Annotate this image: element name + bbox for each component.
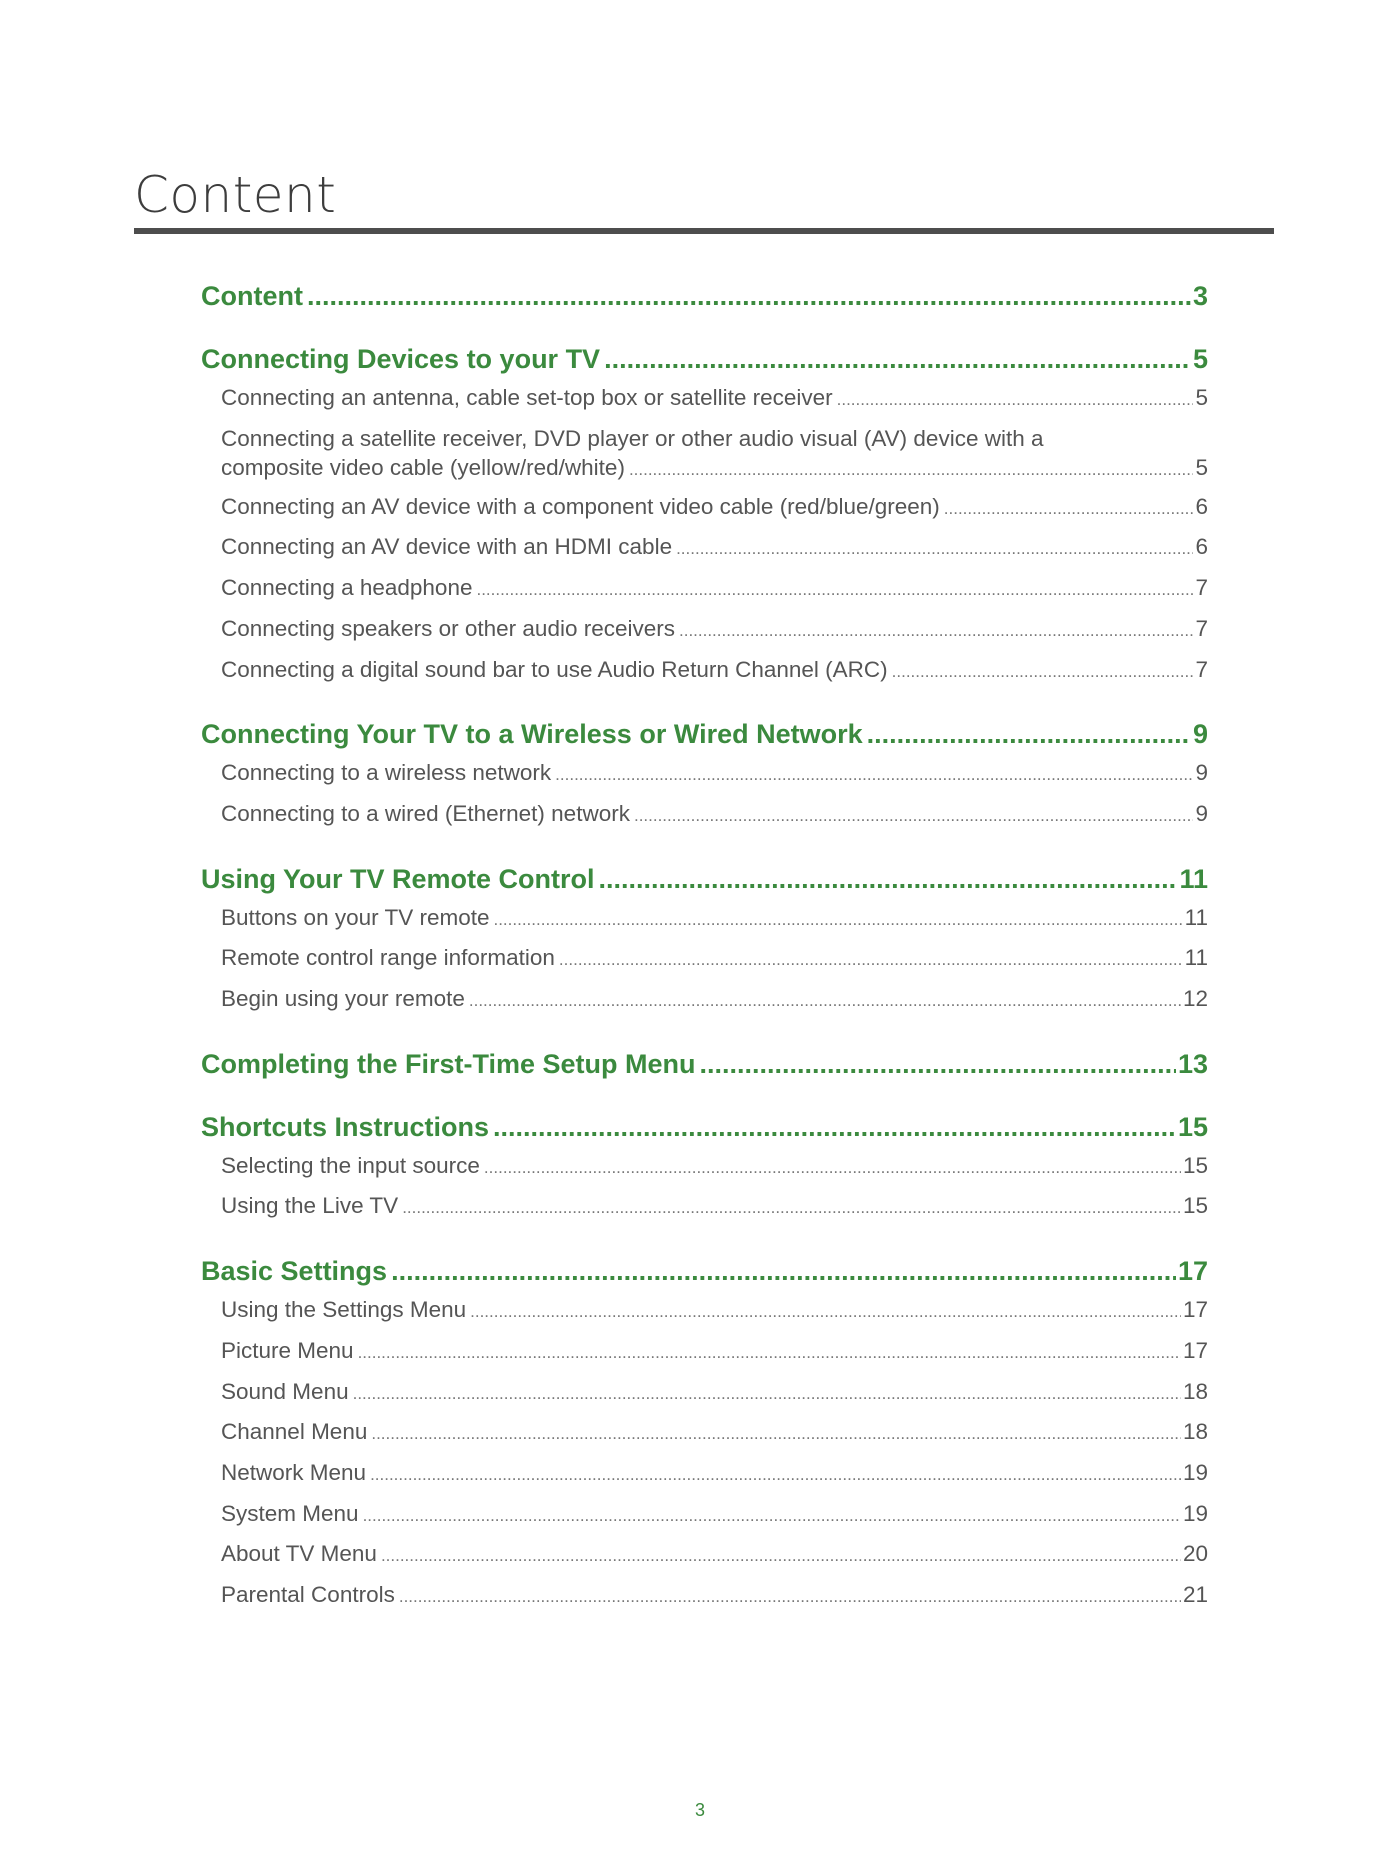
toc-heading-entry[interactable] [201,859,1208,899]
dot-leader [353,1375,1181,1414]
toc-subentry-title: Connecting speakers or other audio receivers [221,615,675,641]
toc-page-number: 15 [1182,1152,1208,1178]
dot-leader [307,276,1191,316]
toc-subentry-title: Connecting an antenna, cable set-top box or satellite receiver [221,385,833,410]
dot-leader [493,1107,1176,1147]
toc-section [201,1251,1208,1617]
dot-leader [363,1497,1181,1536]
toc-subentry[interactable] [201,1413,1208,1454]
dot-leader [370,1456,1181,1495]
dot-leader [629,455,1194,484]
toc-subentry[interactable] [201,899,1208,940]
toc-subentry[interactable] [201,610,1208,651]
dot-leader [402,1189,1181,1228]
toc-heading-title: Content [201,281,303,311]
dot-leader [837,381,1194,420]
toc-subentry-title: About TV Menu [221,1541,377,1567]
toc-heading-entry[interactable] [201,1251,1208,1291]
toc-subentry[interactable] [201,379,1208,420]
page-title: Content [134,166,337,224]
toc-subentry-title: Using the Settings Menu [221,1297,467,1323]
toc-subentry[interactable] [201,1291,1208,1332]
toc-subentry-title: Using the Live TV [221,1193,399,1219]
toc-subentry-title: Network Menu [221,1459,367,1485]
dot-leader [679,612,1193,651]
toc-page-number: 17 [1182,1297,1208,1323]
dot-leader [700,1044,1176,1084]
toc-subentry[interactable] [201,1373,1208,1414]
toc-subentry-title: Parental Controls [221,1582,395,1608]
toc-subentry[interactable] [201,651,1208,692]
toc-subentry-title: Connecting an AV device with a component video cable (red/blue/green) [221,493,940,519]
dot-leader [381,1537,1181,1576]
toc-section [201,1044,1208,1084]
toc-subentry-title: Picture Menu [221,1337,354,1363]
toc-page-number: 13 [1177,1048,1208,1079]
toc-subentry-title: Sound Menu [221,1378,349,1404]
table-of-contents [201,276,1208,1617]
toc-subentry[interactable] [201,1332,1208,1373]
toc-page-number: 17 [1177,1256,1208,1287]
toc-page-number: 20 [1182,1541,1208,1567]
toc-page-number: 9 [1192,719,1208,750]
toc-heading-entry[interactable] [201,1107,1208,1147]
dot-leader [476,571,1193,610]
toc-page-number: 11 [1184,945,1208,971]
toc-subentry-title: Buttons on your TV remote [221,904,490,930]
toc-subentry-title: Begin using your remote [221,986,465,1012]
toc-page-number: 9 [1195,800,1208,826]
toc-page-number: 18 [1182,1378,1208,1404]
toc-page-number: 7 [1195,615,1208,641]
title-rule [134,228,1274,234]
dot-leader [599,859,1178,899]
toc-subentry-title: Connecting a digital sound bar to use Audio Return Channel (ARC) [221,656,888,682]
toc-page-number: 5 [1195,385,1208,410]
dot-leader [391,1251,1176,1291]
toc-heading-title: Shortcuts Instructions [201,1111,490,1142]
dot-leader [470,1293,1181,1332]
dot-leader [371,1415,1181,1454]
toc-page-number: 15 [1182,1193,1208,1219]
dot-leader [555,756,1193,795]
toc-page-number: 15 [1177,1111,1208,1142]
toc-page-number: 7 [1195,575,1208,601]
toc-heading-title: Connecting Devices to your TV [201,344,601,374]
toc-subentry[interactable] [201,1576,1208,1617]
toc-heading-title: Completing the First-Time Setup Menu [201,1048,696,1079]
toc-subentry-title: Channel Menu [221,1419,368,1445]
toc-subentry-title: Connecting a satellite receiver, DVD player or other audio visual (AV) device with a [221,425,1044,451]
toc-section [201,1107,1208,1228]
dot-leader [358,1334,1181,1373]
toc-subentry-title: Selecting the input source [221,1152,480,1178]
toc-subentry[interactable] [201,488,1208,529]
toc-section [201,339,1208,691]
toc-page-number: 18 [1182,1419,1208,1445]
toc-subentry-continuation [221,453,1208,484]
toc-page-number: 5 [1195,454,1208,480]
toc-subentry[interactable] [201,528,1208,569]
toc-heading-entry[interactable] [201,339,1208,379]
toc-subentry[interactable] [201,754,1208,795]
toc-heading-entry[interactable] [201,276,1208,316]
toc-section [201,714,1208,835]
toc-page-number: 11 [1179,863,1208,894]
toc-page-number: 3 [1192,281,1208,311]
toc-subentry-title: Connecting to a wireless network [221,760,552,786]
toc-heading-entry[interactable] [201,714,1208,754]
toc-page-number: 5 [1192,344,1208,374]
toc-subentry-title: Remote control range information [221,945,555,971]
dot-leader [399,1578,1181,1617]
toc-page-number: 6 [1195,493,1208,519]
dot-leader [634,797,1194,836]
toc-heading-title: Connecting Your TV to a Wireless or Wired Network [201,719,863,750]
toc-subentry[interactable] [201,980,1208,1021]
toc-page-number: 12 [1182,986,1208,1012]
toc-subentry[interactable] [201,1147,1208,1188]
toc-subentry-title: Connecting a headphone [221,575,473,601]
dot-leader [867,714,1191,754]
toc-page-number: 19 [1182,1459,1208,1485]
toc-subentry-title: Connecting an AV device with an HDMI cable [221,534,673,560]
toc-page-number: 17 [1182,1337,1208,1363]
toc-page-number: 6 [1195,534,1208,560]
dot-leader [676,530,1193,569]
dot-leader [484,1149,1181,1188]
toc-page-number: 19 [1182,1500,1208,1526]
toc-subentry[interactable] [201,1187,1208,1228]
toc-subentry[interactable] [201,1535,1208,1576]
toc-page-number: 21 [1182,1582,1208,1608]
toc-heading-title: Using Your TV Remote Control [201,863,595,894]
dot-leader [944,490,1194,529]
dot-leader [559,941,1183,980]
toc-subentry-title: Connecting to a wired (Ethernet) network [221,800,630,826]
dot-leader [493,901,1182,940]
dot-leader [892,653,1194,692]
toc-page-number: 11 [1184,904,1208,930]
toc-section [201,276,1208,316]
toc-subentry[interactable] [201,1495,1208,1536]
toc-page-number: 9 [1195,760,1208,786]
toc-section [201,859,1208,1021]
toc-heading-title: Basic Settings [201,1256,388,1287]
toc-subentry[interactable] [201,420,1208,488]
toc-heading-entry[interactable] [201,1044,1208,1084]
toc-subentry-title: System Menu [221,1500,359,1526]
toc-subentry[interactable] [201,1454,1208,1495]
dot-leader [604,339,1191,379]
toc-page-number: 7 [1195,656,1208,682]
toc-subentry[interactable] [201,939,1208,980]
footer-page-number: 3 [694,1800,705,1820]
toc-subentry[interactable] [201,569,1208,610]
toc-subentry[interactable] [201,795,1208,836]
dot-leader [469,982,1181,1021]
toc-subentry-title-cont: composite video cable (yellow/red/white) [221,454,625,480]
